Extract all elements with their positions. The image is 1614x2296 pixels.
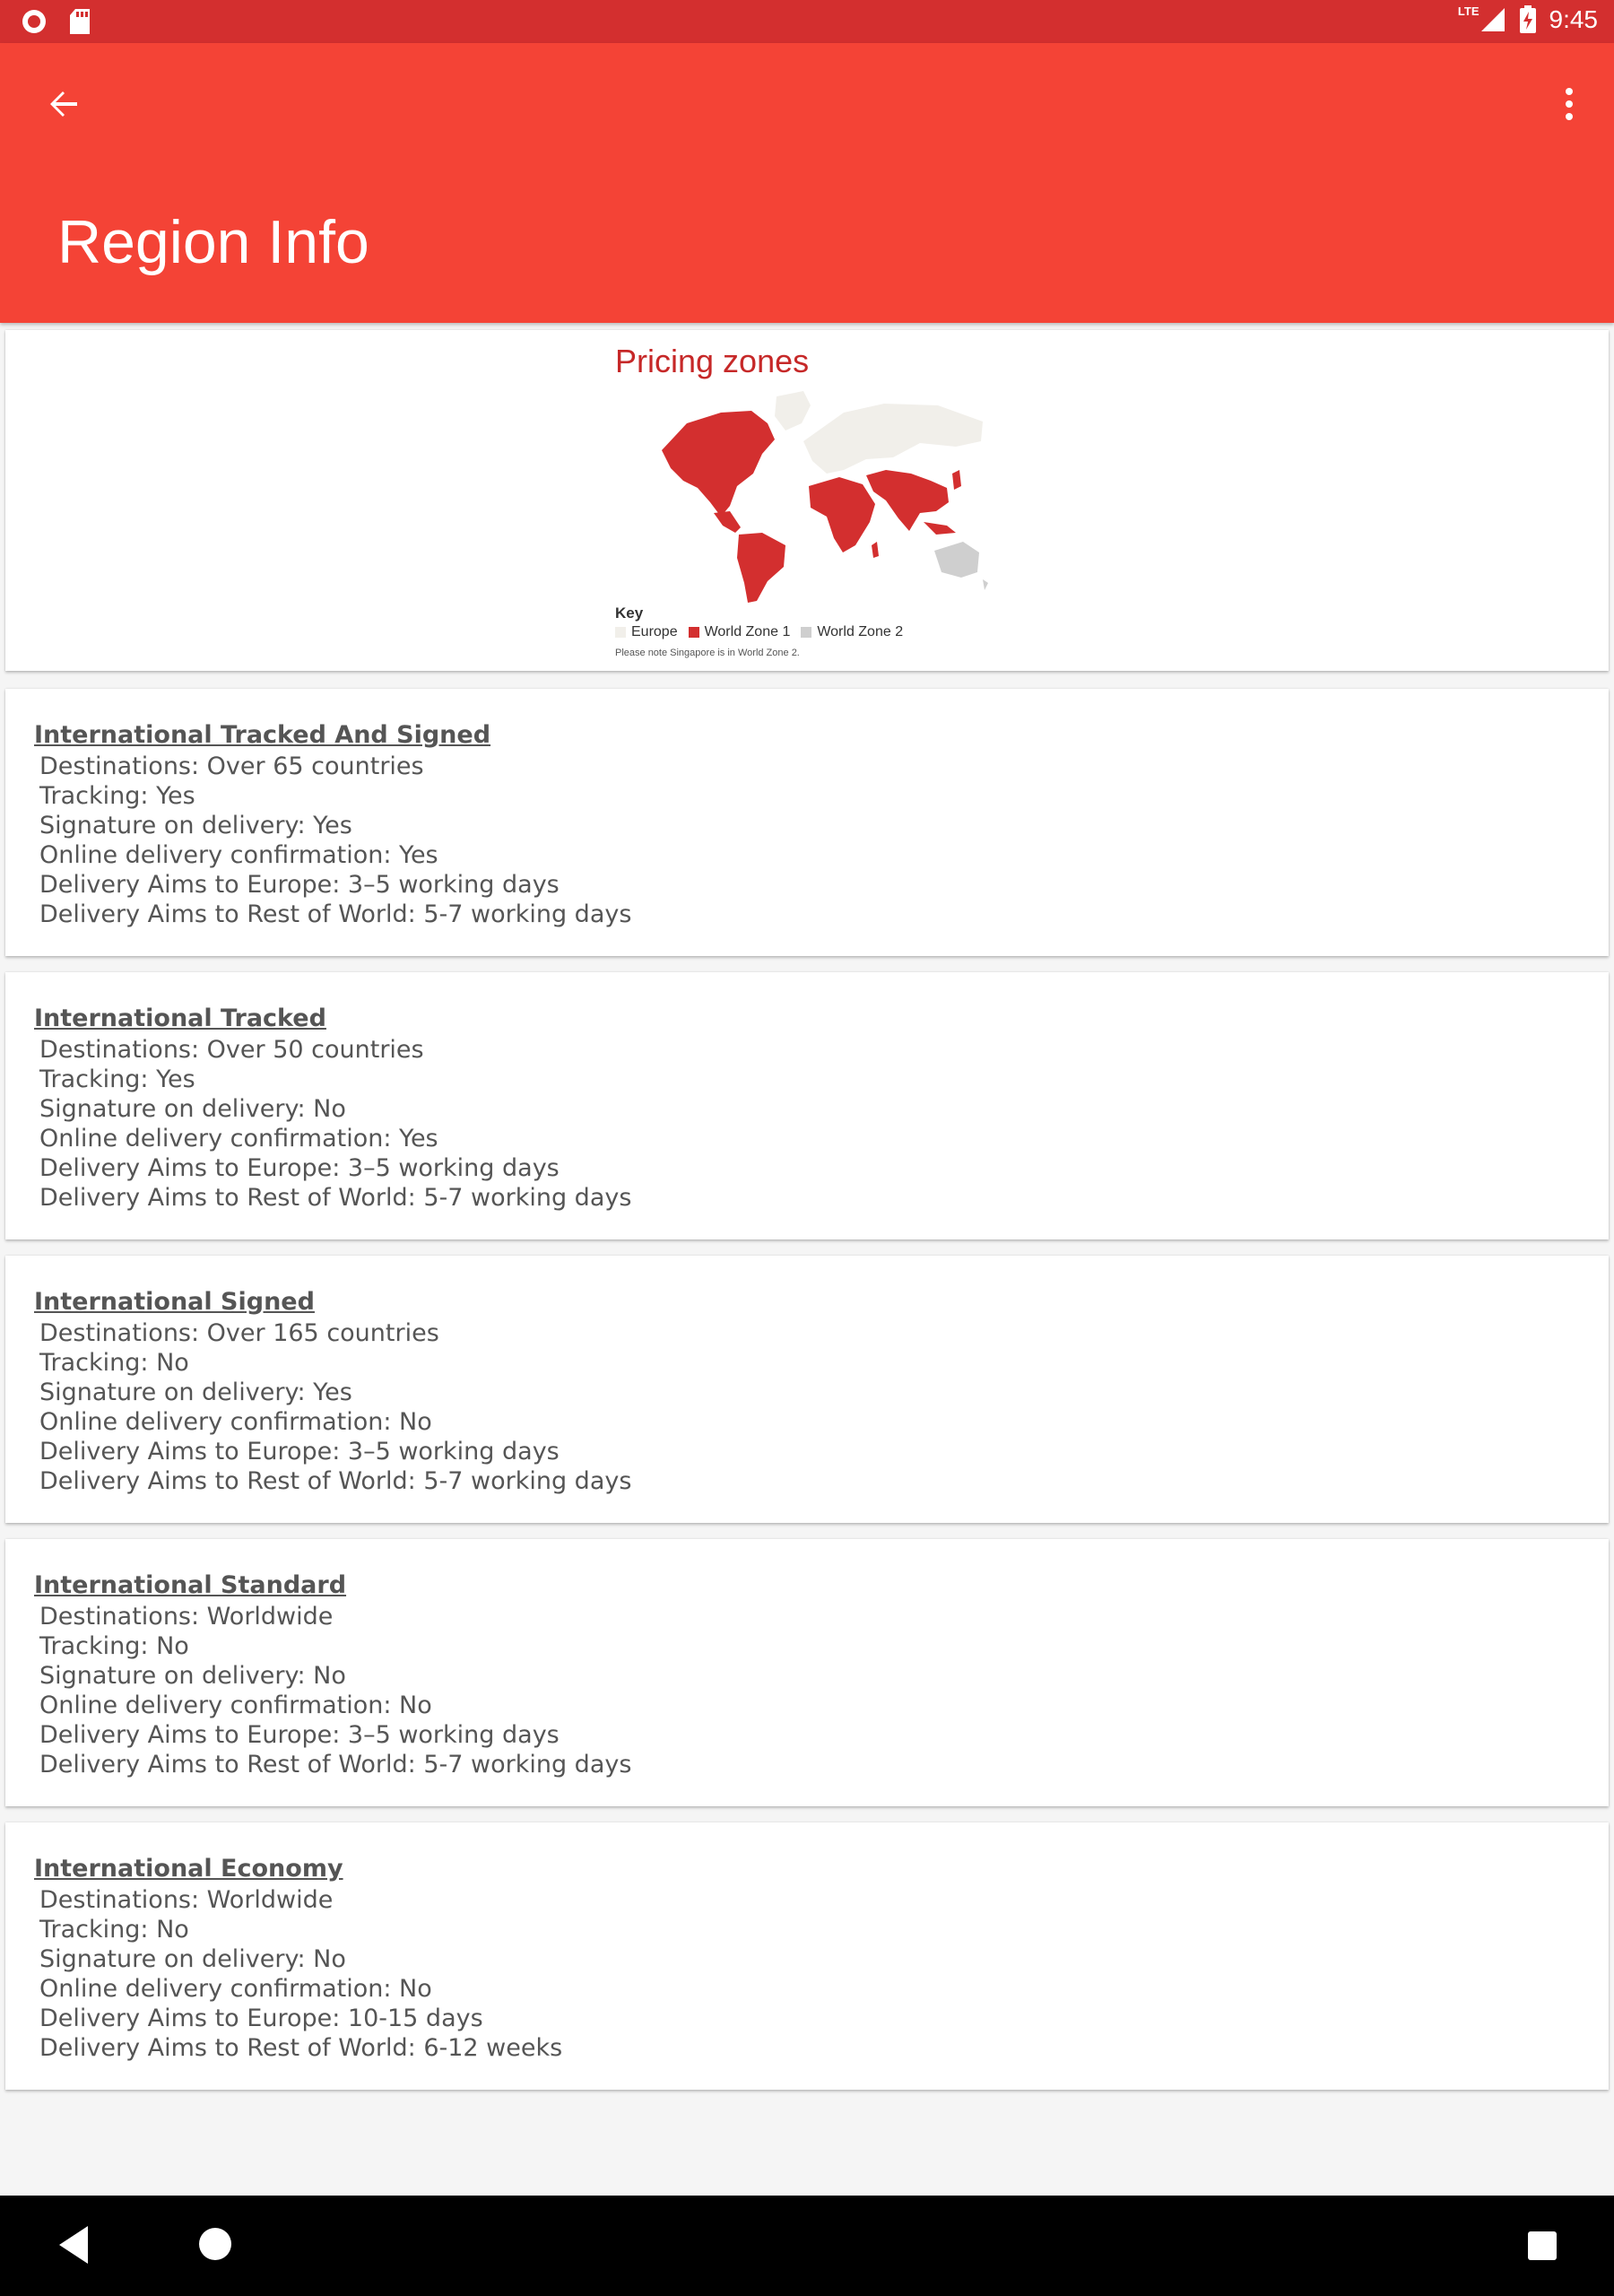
map-note: Please note Singapore is in World Zone 2. [615, 648, 800, 658]
more-vert-icon [1533, 79, 1584, 129]
network-type-label: LTE [1457, 4, 1480, 18]
service-card-standard [5, 1539, 1609, 1806]
battery-charging-icon [1519, 5, 1537, 34]
service-title: International Signed [34, 1288, 315, 1316]
service-delivery-europe: Delivery Aims to Europe: 10-15 days [39, 2005, 483, 2032]
overflow-menu-button[interactable] [1533, 79, 1584, 129]
service-destinations: Destinations: Over 50 countries [39, 1036, 424, 1064]
service-signature: Signature on delivery: Yes [39, 1378, 352, 1406]
service-title: International Economy [34, 1855, 343, 1883]
service-signature: Signature on delivery: No [39, 1945, 346, 1973]
service-destinations: Destinations: Over 65 countries [39, 752, 424, 780]
legend-label-europe: Europe [631, 624, 678, 639]
system-nav-bar [0, 2196, 1614, 2296]
legend-swatch-world-zone-2 [801, 627, 811, 638]
service-signature: Signature on delivery: No [39, 1095, 346, 1123]
nav-recents-icon[interactable] [1526, 2230, 1558, 2262]
arrow-back-icon [39, 79, 90, 129]
service-delivery-world: Delivery Aims to Rest of World: 6-12 weeks [39, 2034, 563, 2062]
map-legend [615, 624, 903, 640]
page-title: Region Info [57, 208, 369, 276]
service-delivery-world: Delivery Aims to Rest of World: 5-7 working days [39, 1751, 632, 1779]
service-tracking: Tracking: No [39, 1916, 189, 1944]
map-title: Pricing zones [615, 343, 810, 379]
app-bar [0, 43, 1614, 323]
nav-back-icon[interactable] [56, 2222, 91, 2267]
sd-card-icon [68, 8, 91, 35]
service-title: International Tracked [34, 1004, 326, 1032]
service-signature: Signature on delivery: Yes [39, 812, 352, 839]
service-details [39, 1318, 631, 1496]
service-tracking: Tracking: No [39, 1349, 189, 1377]
back-button[interactable] [39, 79, 90, 129]
service-destinations: Destinations: Over 165 countries [39, 1319, 439, 1347]
service-card-tracked-and-signed [5, 689, 1609, 956]
service-title: International Tracked And Signed [34, 721, 491, 749]
service-delivery-europe: Delivery Aims to Europe: 3–5 working days [39, 1154, 560, 1182]
legend-swatch-world-zone-1 [689, 627, 699, 638]
service-destinations: Destinations: Worldwide [39, 1603, 334, 1631]
nav-home-icon[interactable] [195, 2224, 235, 2264]
status-bar [0, 0, 1614, 43]
legend-swatch-europe [615, 627, 626, 638]
service-tracking: Tracking: No [39, 1632, 189, 1660]
service-delivery-europe: Delivery Aims to Europe: 3–5 working days [39, 1721, 560, 1749]
service-card-tracked [5, 972, 1609, 1239]
service-title: International Standard [34, 1571, 347, 1599]
service-delivery-world: Delivery Aims to Rest of World: 5-7 working days [39, 1184, 632, 1212]
service-details [39, 752, 631, 929]
pricing-zones-map [651, 387, 992, 603]
service-delivery-europe: Delivery Aims to Europe: 3–5 working days [39, 871, 560, 899]
service-tracking: Tracking: Yes [39, 782, 195, 810]
service-confirmation: Online delivery confirmation: No [39, 1692, 432, 1719]
map-key-label: Key [615, 604, 644, 622]
pricing-zones-card [5, 330, 1609, 671]
service-delivery-world: Delivery Aims to Rest of World: 5-7 working days [39, 900, 632, 928]
service-details [39, 1602, 631, 1779]
legend-label-world-zone-2: World Zone 2 [817, 624, 904, 639]
service-confirmation: Online delivery confirmation: No [39, 1408, 432, 1436]
circle-record-icon [20, 7, 48, 36]
service-delivery-world: Delivery Aims to Rest of World: 5-7 working days [39, 1467, 632, 1495]
service-details [39, 1885, 562, 2063]
status-time: 9:45 [1549, 5, 1598, 33]
service-confirmation: Online delivery confirmation: No [39, 1975, 432, 2003]
service-signature: Signature on delivery: No [39, 1662, 346, 1690]
signal-icon [1480, 6, 1506, 33]
service-confirmation: Online delivery confirmation: Yes [39, 1125, 438, 1152]
service-card-signed [5, 1256, 1609, 1523]
service-confirmation: Online delivery confirmation: Yes [39, 841, 438, 869]
service-tracking: Tracking: Yes [39, 1065, 195, 1093]
legend-label-world-zone-1: World Zone 1 [704, 624, 791, 639]
service-destinations: Destinations: Worldwide [39, 1886, 334, 1914]
service-details [39, 1035, 631, 1213]
service-delivery-europe: Delivery Aims to Europe: 3–5 working days [39, 1438, 560, 1465]
service-card-economy [5, 1822, 1609, 2090]
